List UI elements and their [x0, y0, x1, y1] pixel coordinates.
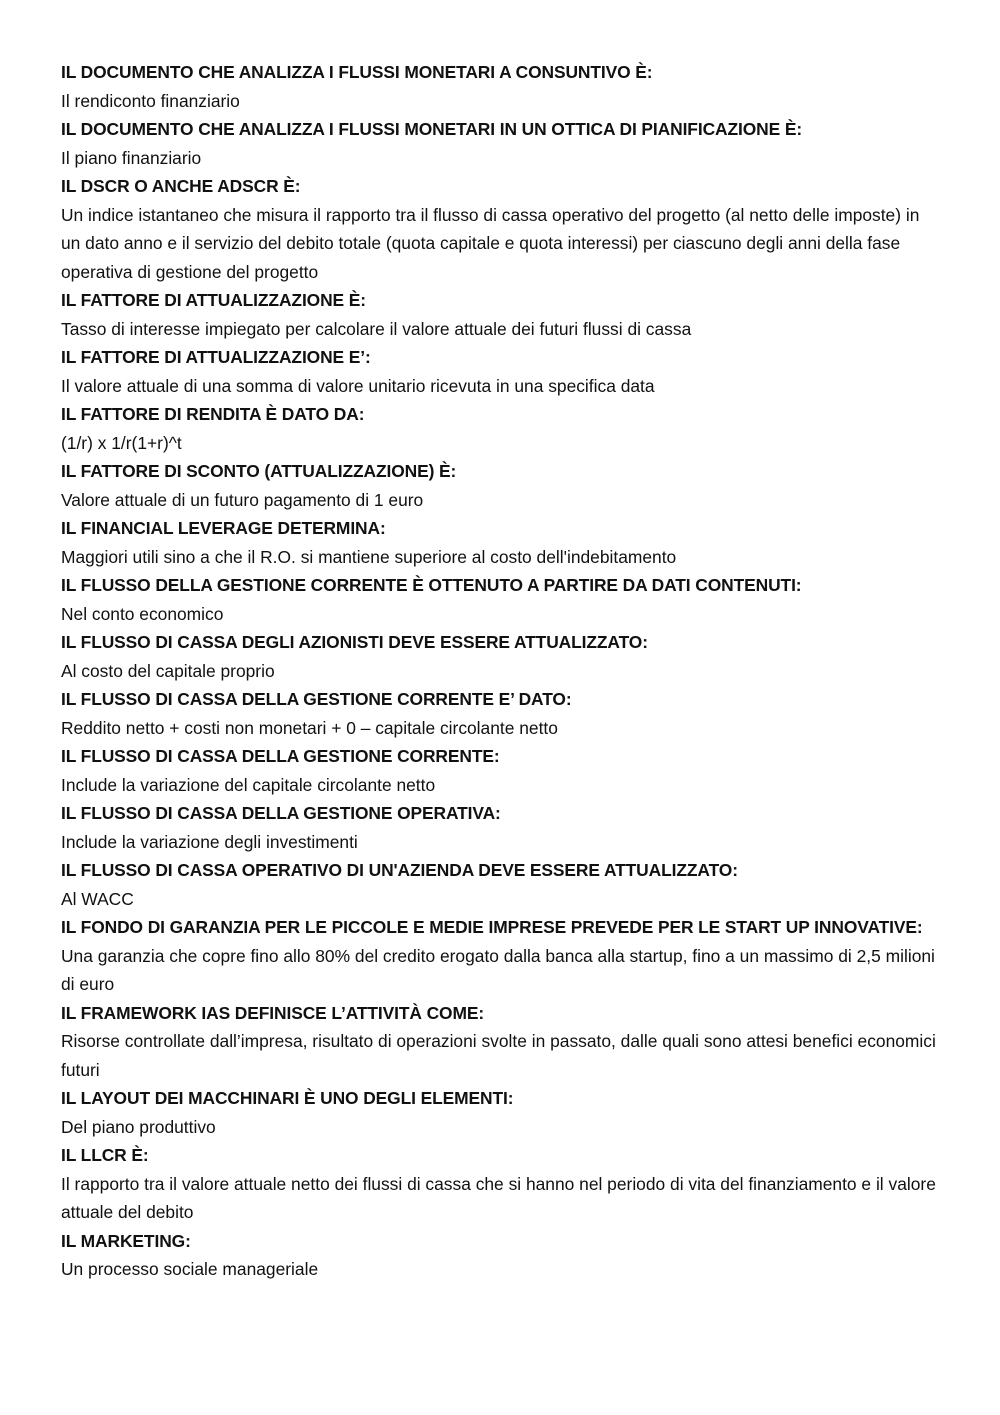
qa-entry: [61, 1084, 941, 1141]
question-heading: IL FONDO DI GARANZIA PER LE PICCOLE E MEDIE IMPRESE PREVEDE PER LE START UP INNOVATIVE:: [61, 917, 923, 937]
question-heading: IL LAYOUT DEI MACCHINARI È UNO DEGLI ELEMENTI:: [61, 1088, 514, 1108]
answer-text: Il rendiconto finanziario: [61, 90, 240, 111]
question-heading: IL DOCUMENTO CHE ANALIZZA I FLUSSI MONETARI IN UN OTTICA DI PIANIFICAZIONE È:: [61, 119, 803, 139]
question-heading: IL FLUSSO DI CASSA DEGLI AZIONISTI DEVE ESSERE ATTUALIZZATO:: [61, 632, 648, 652]
question-heading: IL FATTORE DI RENDITA È DATO DA:: [61, 404, 365, 424]
qa-entry: [61, 514, 941, 571]
qa-entry: [61, 799, 941, 856]
answer-text: Il rapporto tra il valore attuale netto dei flussi di cassa che si hanno nel periodo di vita del finanziamento e il valore attuale del debito: [61, 1173, 936, 1222]
question-heading: IL DSCR O ANCHE ADSCR È:: [61, 176, 301, 196]
answer-text: Valore attuale di un futuro pagamento di 1 euro: [61, 489, 424, 510]
answer-text: Risorse controllate dall’impresa, risultato di operazioni svolte in passato, dalle quali sono attesi benefici economici futuri: [61, 1031, 936, 1080]
answer-text: Il piano finanziario: [61, 147, 202, 168]
qa-entry: [61, 115, 941, 172]
question-heading: IL FRAMEWORK IAS DEFINISCE L’ATTIVITÀ COME:: [61, 1002, 485, 1023]
qa-entry: [61, 286, 941, 343]
answer-text: Nel conto economico: [61, 603, 224, 624]
answer-text: Al WACC: [61, 888, 134, 909]
question-heading: IL MARKETING:: [61, 1230, 191, 1251]
question-heading: IL FLUSSO DI CASSA DELLA GESTIONE CORRENTE E’ DATO:: [61, 689, 572, 709]
question-heading: IL FATTORE DI ATTUALIZZAZIONE E’:: [61, 347, 371, 367]
answer-text: Un indice istantaneo che misura il rapporto tra il flusso di cassa operativo del progetto (al netto delle imposte) in un dato anno e il servizio del debito totale (quota capitale e quota interessi) per ciascuno degli anni della fase operativa di gestione del progetto: [61, 204, 920, 282]
question-heading: IL FATTORE DI SCONTO (ATTUALIZZAZIONE) È:: [61, 461, 457, 481]
qa-entry: [61, 742, 941, 799]
qa-entry: [61, 343, 941, 400]
answer-text: Al costo del capitale proprio: [61, 660, 275, 681]
question-heading: IL DOCUMENTO CHE ANALIZZA I FLUSSI MONETARI A CONSUNTIVO È:: [61, 62, 653, 82]
qa-entry: [61, 913, 941, 999]
qa-entry: [61, 1141, 941, 1227]
question-heading: IL FLUSSO DELLA GESTIONE CORRENTE È OTTENUTO A PARTIRE DA DATI CONTENUTI:: [61, 575, 802, 595]
answer-text: Una garanzia che copre fino allo 80% del credito erogato dalla banca alla startup, fino a un massimo di 2,5 milioni di euro: [61, 945, 935, 994]
qa-entry: [61, 685, 941, 742]
document-page: [61, 58, 941, 1284]
qa-entry: [61, 172, 941, 286]
answer-text: (1/r) x 1/r(1+r)^t: [61, 432, 182, 453]
qa-entry: [61, 400, 941, 457]
question-heading: IL FLUSSO DI CASSA DELLA GESTIONE OPERATIVA:: [61, 803, 501, 823]
answer-text: Include la variazione del capitale circolante netto: [61, 774, 436, 795]
question-heading: IL FATTORE DI ATTUALIZZAZIONE È:: [61, 290, 366, 310]
answer-text: Include la variazione degli investimenti: [61, 831, 358, 852]
question-heading: IL FLUSSO DI CASSA OPERATIVO DI UN'AZIENDA DEVE ESSERE ATTUALIZZATO:: [61, 860, 738, 880]
question-heading: IL FLUSSO DI CASSA DELLA GESTIONE CORRENTE:: [61, 746, 500, 766]
answer-text: Del piano produttivo: [61, 1116, 216, 1137]
qa-entry: [61, 571, 941, 628]
qa-entry: [61, 856, 941, 913]
answer-text: Tasso di interesse impiegato per calcolare il valore attuale dei futuri flussi di cassa: [61, 318, 692, 339]
qa-entry: [61, 457, 941, 514]
answer-text: Il valore attuale di una somma di valore unitario ricevuta in una specifica data: [61, 375, 655, 396]
qa-entry: [61, 1227, 941, 1284]
question-heading: IL FINANCIAL LEVERAGE DETERMINA:: [61, 518, 386, 538]
qa-entry: [61, 58, 941, 115]
answer-text: Maggiori utili sino a che il R.O. si mantiene superiore al costo dell'indebitamento: [61, 546, 677, 567]
answer-text: Un processo sociale manageriale: [61, 1259, 319, 1279]
qa-entry: [61, 628, 941, 685]
qa-entry: [61, 999, 941, 1085]
question-heading: IL LLCR È:: [61, 1145, 149, 1165]
answer-text: Reddito netto + costi non monetari + 0 – capitale circolante netto: [61, 717, 558, 738]
